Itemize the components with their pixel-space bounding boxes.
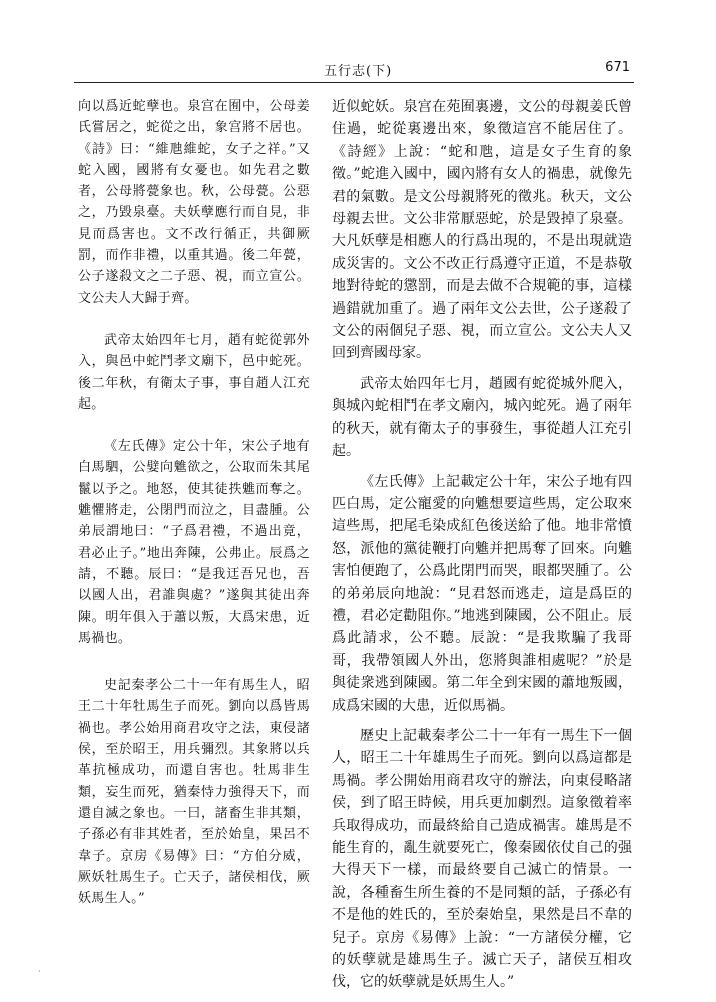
chapter-title: 五行志(下) <box>324 64 393 79</box>
classical-paragraph-4: 史記秦孝公二十一年有馬生人，昭王二十年牡馬生子而死。劉向以爲皆馬禍也。孝公始用商君攻守之法，東侵諸侯，至於昭王，用兵彌烈。其象將以兵革抗極成功，而還自害也。牡馬非生類，妄生而死，猶秦恃力強得天下，而還自滅之象也。一曰，諸畜生非其類，子孫必有非其姓者，至於始皇，果呂不韋子。京房《易傳》曰：“方伯分威，厥妖牡馬生子。亡天子，諸侯相伐，厥妖馬生人。” <box>78 678 310 907</box>
translation-paragraph-4: 歷史上記載秦孝公二十一年有一馬生下一個人，昭王二十年雄馬生子而死。劉向以爲這都是馬禍。孝公開始用商君攻守的辦法，向東侵略諸侯，到了昭王時候，用兵更加劇烈。這象徵着率兵取得成功，而最終給自己造成禍害。雄馬是不能生育的，亂生就要死亡，像秦國依仗自己的强大得天下一樣，而最終要自己滅亡的情景。一說，各種畜生所生養的不是同類的話，子孫必有不是他的姓氏的，至於秦始皇，果然是吕不韋的兒子。京房《易傳》上說：“一方諸侯分權，它的妖孽就是雄馬生子。滅亡天子，諸侯互相攻伐，它的妖孽就是妖馬生人。” <box>332 727 632 991</box>
classical-paragraph-1: 向以爲近蛇孽也。泉宫在囿中，公母姜氏嘗居之，蛇從之出，象宫將不居也。《詩》曰：“維虺維蛇，女子之祥。”又蛇入國，國將有女憂也。如先君之數者，公母將甍象也。秋，公母甍。公惡之，乃毀泉臺。夫妖孽應行而自見，非見而爲害也。文不改行循正，共御厥罰，而作非禮，以重其過。後二年甍，公子遂殺文之二子惡、視，而立宣公。文公夫人大歸于齊。 <box>78 99 310 306</box>
translation-paragraph-3: 《左氏傳》上記載定公十年，宋公子地有四匹白馬，定公寵愛的向魋想要這些馬，定公取來這些馬，把尾毛染成紅色後送給了他。地非常憤怒，派他的黨徒鞭打向魋并把馬奪了回來。向魋害怕便跑了，公爲此閉門而哭，眼都哭腫了。公的弟弟辰向地說：“見君怒而逃走，這是爲臣的禮，君必定勸阻你。”地逃到陳國，公不阻止。辰爲此請求，公不聽。辰說：“是我欺騙了我哥哥，我帶領國人外出，您將與誰相處呢？”於是與徒衆逃到陳國。第二年全到宋國的蕭地叛國，成爲宋國的大患，近似馬禍。 <box>332 473 632 714</box>
scan-speck: · <box>38 967 41 976</box>
translation-paragraph-2: 武帝太始四年七月，趙國有蛇從城外爬入，與城內蛇相鬥在孝文廟內，城內蛇死。過了兩年的秋天，就有衛太子的事發生，事從趙人江充引起。 <box>332 375 632 460</box>
translation-paragraph-1: 近似蛇妖。泉宫在苑囿裏邊，文公的母親姜氏曾住過，蛇從裏邊出來，象徵這宫不能居住了。《詩經》上說：“蛇和虺，這是女子生育的象徵。”蛇進入國中，國內將有女人的禍患，就像先君的氣數。是文公母親將死的徵兆。秋天，文公母親去世。文公非常厭惡蛇，於是毀掉了泉臺。大凡妖孽是相應人的行爲出現的，不是出現就造成災害的。文公不改正行爲遵守正道，不是恭敬地對待蛇的懲罰，而是去做不合規範的事，這樣過錯就加重了。過了兩年文公去世，公子遂殺了文公的兩個兒子惡、視，而立宣公。文公夫人又回到齊國母家。 <box>332 99 632 362</box>
header-rule <box>74 82 634 83</box>
translation-column <box>332 96 632 1002</box>
page-number: 671 <box>605 60 630 75</box>
running-header <box>74 60 630 82</box>
classical-paragraph-3: 《左氏傳》定公十年，宋公子地有白馬駟，公嬖向魋欲之，公取而朱其尾鬣以予之。地怒，使其徒抶魋而奪之。魋懼將走，公閉門而泣之，目盡腫。公弟辰謂地曰：“子爲君禮，不過出竟，君必止子。”地出奔陳，公弗止。辰爲之請，不聽。辰曰：“是我迋吾兄也，吾以國人出，君誰與處？”遂與其徒出奔陳。明年俱入于蕭以叛，大爲宋患，近馬禍也。 <box>78 439 310 646</box>
classical-text-column <box>78 96 310 930</box>
classical-paragraph-2: 武帝太始四年七月，趙有蛇從郭外入，與邑中蛇鬥孝文廟下，邑中蛇死。後二年秋，有衛太子事，事自趙人江充起。 <box>78 332 310 412</box>
